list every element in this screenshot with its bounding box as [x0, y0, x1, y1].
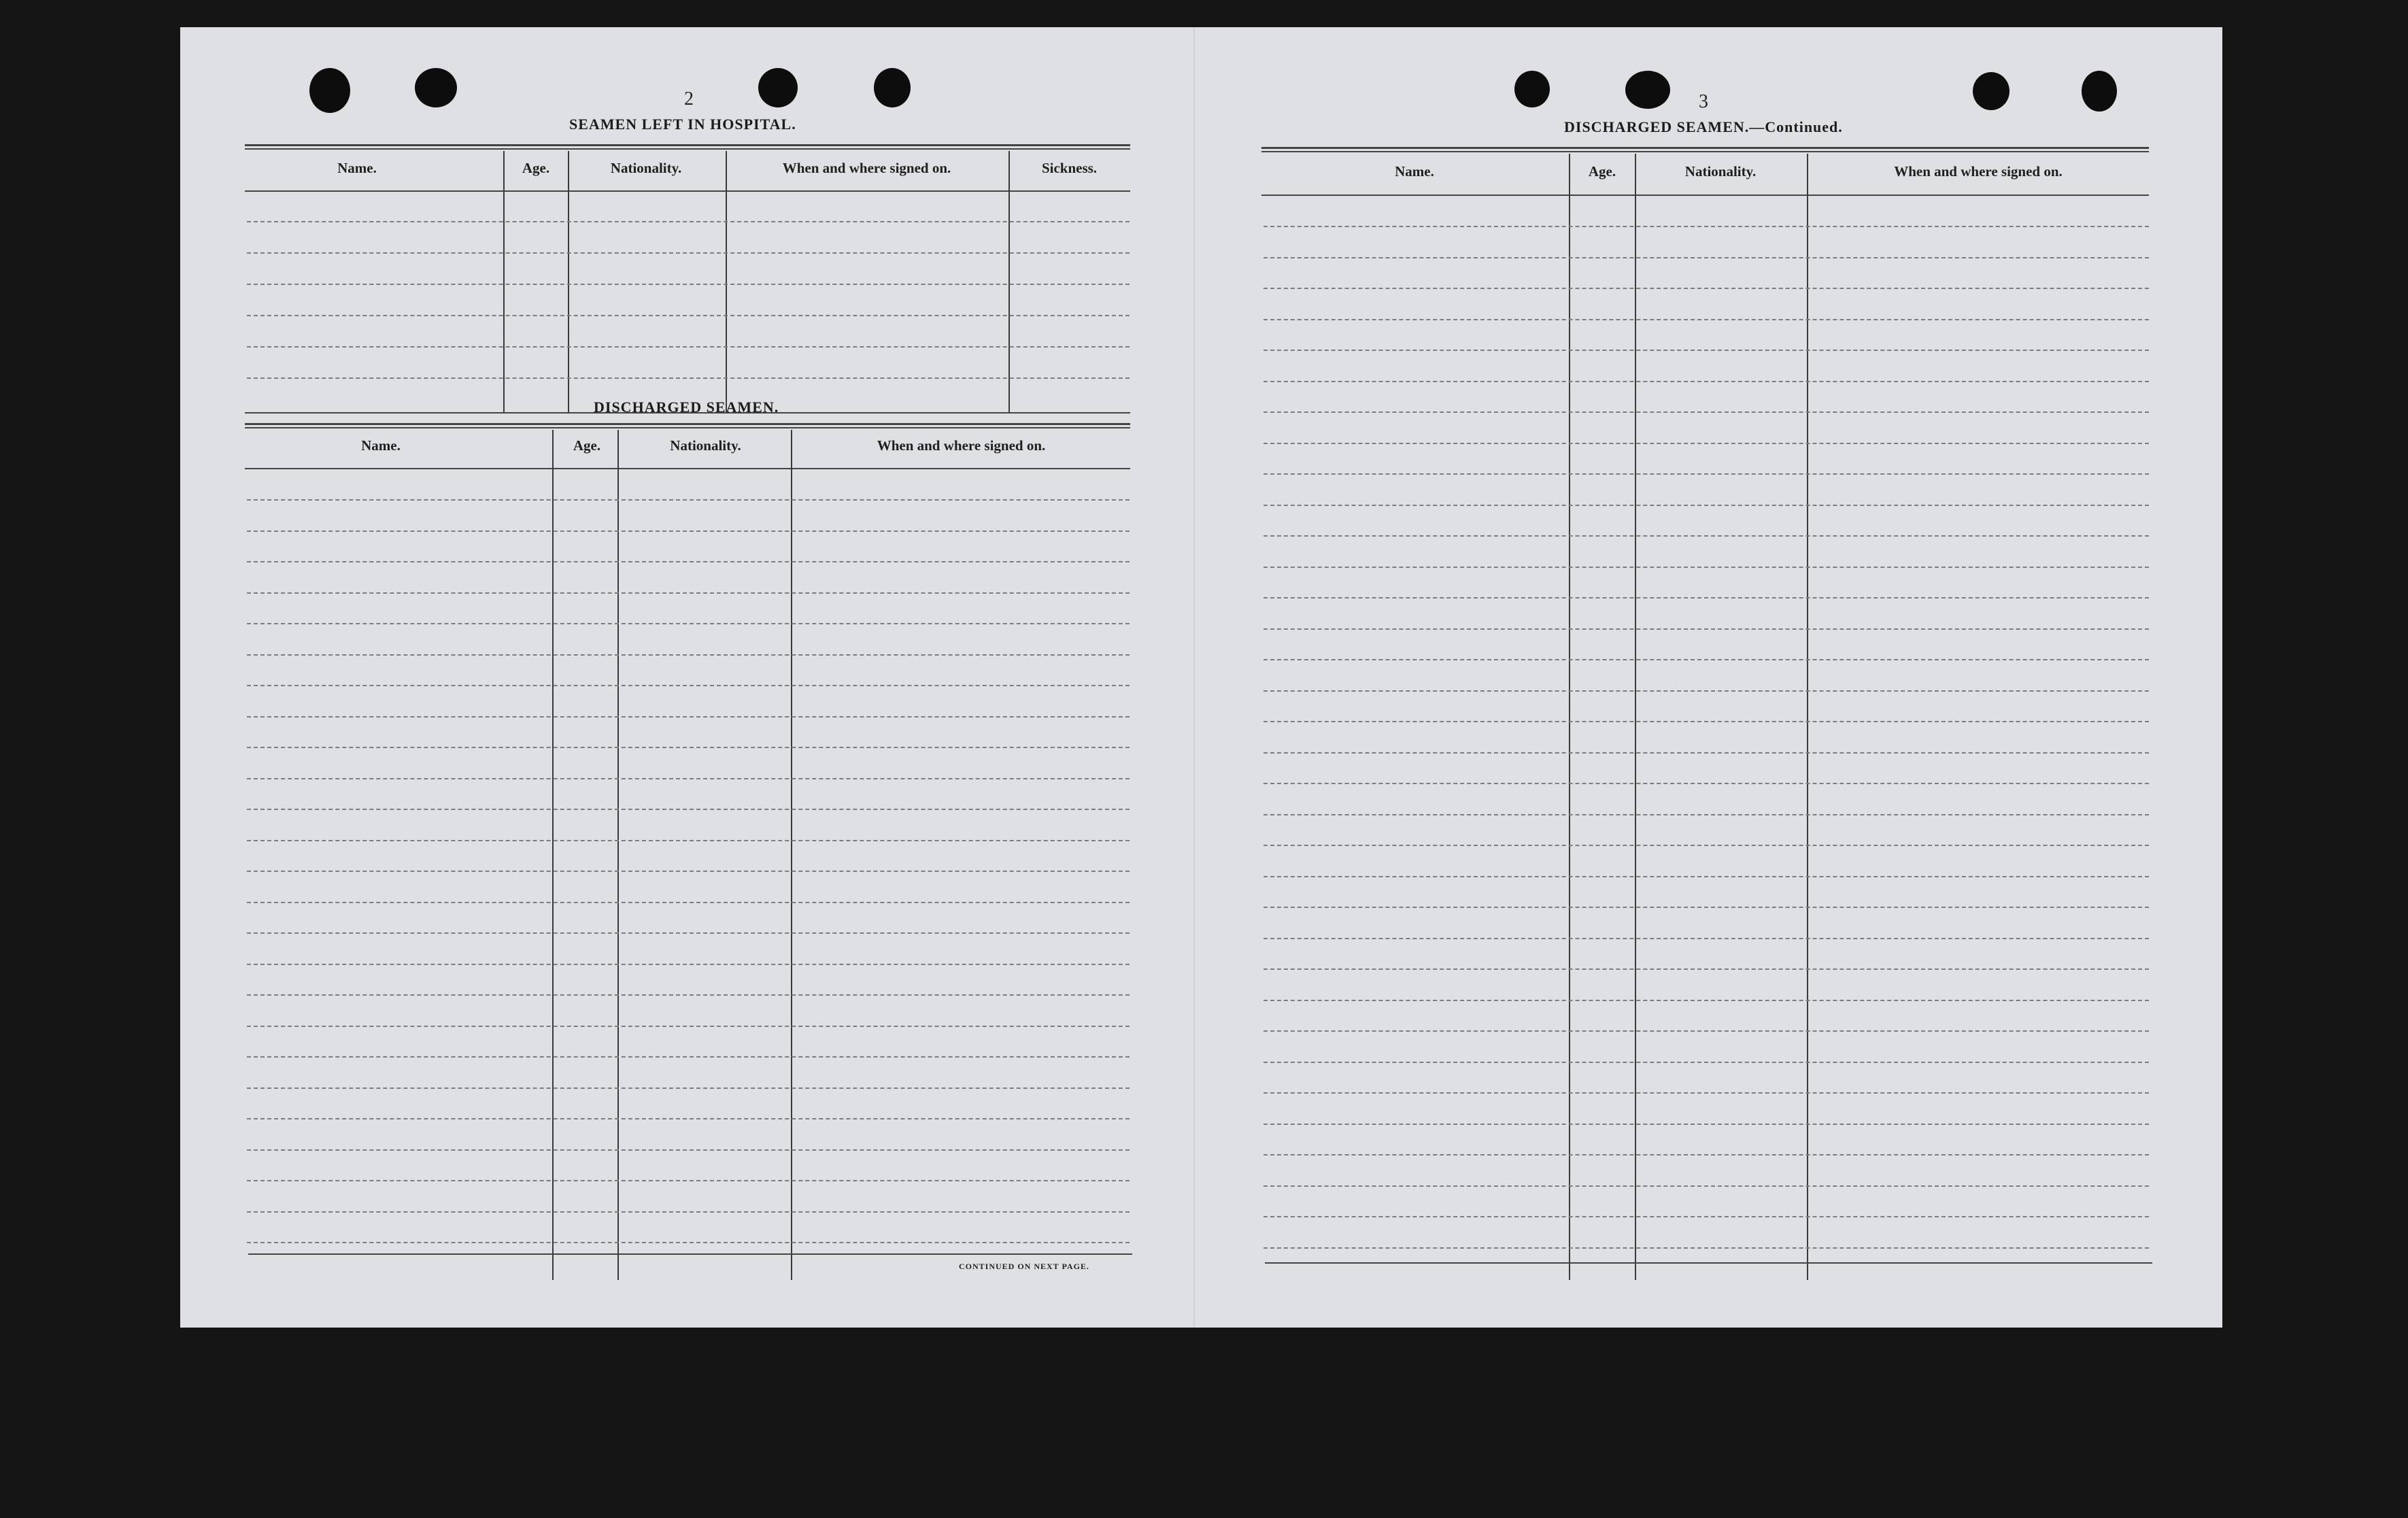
ruled-line	[1264, 411, 2149, 413]
ruled-line	[1264, 597, 2149, 598]
column-header-signed-on: When and where signed on.	[877, 437, 1046, 454]
ruled-line	[247, 994, 1130, 996]
ruled-line	[1264, 752, 2149, 754]
column-divider	[503, 151, 505, 412]
column-header-nationality: Nationality.	[610, 160, 682, 176]
ruled-line	[247, 284, 1130, 285]
ruled-line	[1264, 1185, 2149, 1187]
page-number-right: 3	[1699, 91, 1708, 112]
column-header-age: Age.	[573, 437, 601, 454]
column-divider	[726, 151, 727, 412]
ruled-line	[1264, 226, 2149, 227]
ruled-line	[1264, 628, 2149, 630]
ruled-line	[1264, 783, 2149, 784]
ruled-line	[247, 871, 1130, 872]
table-rule	[245, 144, 1130, 146]
page-number-left: 2	[684, 88, 694, 109]
column-header-signed-on: When and where signed on.	[1894, 163, 2063, 180]
ruled-line	[247, 1211, 1130, 1213]
punch-hole	[874, 68, 911, 107]
ruled-line	[1264, 1216, 2149, 1217]
ruled-line	[1264, 1247, 2149, 1249]
column-divider	[617, 430, 619, 1280]
table-rule	[1265, 1262, 2152, 1264]
ruled-line	[1264, 968, 2149, 970]
ruled-line	[1264, 1030, 2149, 1032]
column-divider	[1635, 154, 1636, 1280]
ruled-line	[1264, 535, 2149, 537]
ruled-line	[247, 1118, 1130, 1119]
ruled-line	[1264, 1062, 2149, 1063]
table-rule	[245, 423, 1130, 425]
column-header-name: Name.	[337, 160, 377, 176]
ruled-line	[1264, 907, 2149, 908]
section-title-discharged-continued: DISCHARGED SEAMEN.—Continued.	[1564, 118, 1843, 135]
column-divider	[568, 151, 569, 412]
ruled-line	[1264, 1154, 2149, 1156]
ruled-line	[247, 221, 1130, 222]
ruled-line	[1264, 1124, 2149, 1125]
punch-hole	[2082, 71, 2117, 112]
ruled-line	[247, 1026, 1130, 1027]
ruled-line	[247, 840, 1130, 841]
ruled-line	[1264, 350, 2149, 351]
ruled-line	[1264, 567, 2149, 568]
column-header-nationality: Nationality.	[1684, 163, 1757, 180]
document-sheet	[180, 27, 2222, 1328]
ruled-line	[1264, 938, 2149, 939]
ruled-line	[1264, 473, 2149, 475]
ruled-line	[1264, 505, 2149, 506]
column-header-age: Age.	[522, 160, 550, 176]
table-rule	[1261, 147, 2149, 149]
ruled-line	[1264, 659, 2149, 660]
column-header-signed-on: When and where signed on.	[782, 160, 951, 176]
ruled-line	[247, 499, 1130, 501]
ruled-line	[247, 1056, 1130, 1058]
continued-note: CONTINUED ON NEXT PAGE.	[959, 1262, 1089, 1271]
ruled-line	[247, 685, 1130, 686]
section-title-hospital: SEAMEN LEFT IN HOSPITAL.	[569, 116, 796, 133]
ruled-line	[1264, 814, 2149, 815]
punch-hole	[415, 68, 457, 107]
ruled-line	[247, 252, 1130, 254]
ruled-line	[247, 1242, 1130, 1243]
ruled-line	[247, 1087, 1130, 1089]
ruled-line	[247, 561, 1130, 562]
punch-hole	[309, 68, 350, 113]
column-divider	[1569, 154, 1570, 1280]
column-divider	[1008, 151, 1010, 412]
table-rule	[245, 427, 1130, 428]
ruled-line	[247, 716, 1130, 718]
header-rule	[245, 468, 1130, 469]
ruled-line	[247, 932, 1130, 934]
column-divider	[791, 430, 792, 1280]
ruled-line	[247, 809, 1130, 810]
punch-hole	[1973, 72, 2010, 110]
ruled-line	[247, 315, 1130, 316]
ruled-line	[247, 747, 1130, 748]
column-header-name: Name.	[1395, 163, 1434, 180]
punch-hole	[1514, 71, 1550, 107]
column-header-age: Age.	[1588, 163, 1616, 180]
column-divider	[552, 430, 554, 1280]
ruled-line	[1264, 876, 2149, 877]
column-header-sickness: Sickness.	[1041, 160, 1098, 176]
ruled-line	[1264, 288, 2149, 289]
ruled-line	[1264, 443, 2149, 444]
column-divider	[1807, 154, 1808, 1280]
punch-hole	[1625, 71, 1670, 109]
ruled-line	[1264, 381, 2149, 382]
ruled-line	[1264, 690, 2149, 692]
ruled-line	[1264, 1000, 2149, 1001]
ruled-line	[247, 964, 1130, 965]
table-rule	[248, 1253, 1132, 1255]
column-header-name: Name.	[361, 437, 401, 454]
ruled-line	[247, 778, 1130, 779]
ruled-line	[1264, 845, 2149, 846]
column-header-nationality: Nationality.	[670, 437, 741, 454]
ruled-line	[247, 530, 1130, 532]
ruled-line	[247, 902, 1130, 903]
ruled-line	[247, 654, 1130, 656]
punch-hole	[758, 68, 798, 107]
ruled-line	[1264, 1092, 2149, 1094]
ruled-line	[1264, 721, 2149, 722]
table-rule	[1261, 151, 2149, 152]
header-rule	[1261, 195, 2149, 196]
ruled-line	[247, 1180, 1130, 1181]
table-rule	[245, 148, 1130, 150]
header-rule	[245, 190, 1130, 192]
center-fold	[1193, 27, 1195, 1328]
ruled-line	[1264, 257, 2149, 258]
ruled-line	[247, 623, 1130, 624]
ruled-line	[1264, 319, 2149, 320]
ruled-line	[247, 592, 1130, 594]
ruled-line	[247, 377, 1130, 379]
ruled-line	[247, 346, 1130, 348]
ruled-line	[247, 1149, 1130, 1151]
section-title-discharged: DISCHARGED SEAMEN.	[594, 399, 779, 416]
